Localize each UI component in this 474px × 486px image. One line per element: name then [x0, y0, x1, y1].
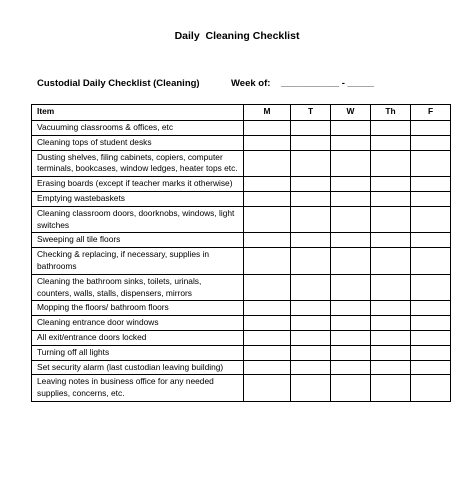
column-header-tuesday: T: [291, 105, 331, 121]
check-cell-thursday[interactable]: [371, 233, 411, 248]
task-label: Erasing boards (except if teacher marks it otherwise): [32, 177, 244, 192]
task-label: Emptying wastebaskets: [32, 191, 244, 206]
check-cell-wednesday[interactable]: [331, 191, 371, 206]
check-cell-thursday[interactable]: [371, 316, 411, 331]
table-row: [32, 135, 451, 150]
table-row: [32, 316, 451, 331]
check-cell-monday[interactable]: [244, 274, 291, 301]
check-cell-wednesday[interactable]: [331, 360, 371, 375]
check-cell-thursday[interactable]: [371, 301, 411, 316]
check-cell-thursday[interactable]: [371, 135, 411, 150]
checklist-heading: Custodial Daily Checklist (Cleaning): [37, 78, 200, 89]
column-header-monday: M: [244, 105, 291, 121]
check-cell-tuesday[interactable]: [291, 121, 331, 136]
check-cell-thursday[interactable]: [371, 191, 411, 206]
header-row: [32, 105, 451, 121]
task-label: All exit/entrance doors locked: [32, 330, 244, 345]
check-cell-friday[interactable]: [411, 206, 451, 233]
table-row: [32, 301, 451, 316]
check-cell-tuesday[interactable]: [291, 301, 331, 316]
check-cell-monday[interactable]: [244, 233, 291, 248]
check-cell-monday[interactable]: [244, 121, 291, 136]
task-label: Cleaning entrance door windows: [32, 316, 244, 331]
task-label: Checking & replacing, if necessary, supplies in bathrooms: [32, 248, 244, 275]
check-cell-monday[interactable]: [244, 316, 291, 331]
week-of-field: Week of: ___________ - _____: [231, 78, 374, 89]
check-cell-friday[interactable]: [411, 248, 451, 275]
task-label: Cleaning the bathroom sinks, toilets, urinals, counters, walls, stalls, dispensers, mirrors: [32, 274, 244, 301]
task-label: Turning off all lights: [32, 345, 244, 360]
task-label: Cleaning classroom doors, doorknobs, windows, light switches: [32, 206, 244, 233]
check-cell-wednesday[interactable]: [331, 274, 371, 301]
task-label: Sweeping all tile floors: [32, 233, 244, 248]
check-cell-tuesday[interactable]: [291, 345, 331, 360]
check-cell-tuesday[interactable]: [291, 233, 331, 248]
check-cell-wednesday[interactable]: [331, 121, 371, 136]
table-row: [32, 330, 451, 345]
check-cell-tuesday[interactable]: [291, 135, 331, 150]
check-cell-wednesday[interactable]: [331, 345, 371, 360]
check-cell-tuesday[interactable]: [291, 177, 331, 192]
check-cell-wednesday[interactable]: [331, 135, 371, 150]
check-cell-wednesday[interactable]: [331, 206, 371, 233]
checklist-body: [32, 121, 451, 402]
check-cell-thursday[interactable]: [371, 206, 411, 233]
table-row: [32, 206, 451, 233]
check-cell-wednesday[interactable]: [331, 316, 371, 331]
check-cell-friday[interactable]: [411, 375, 451, 402]
check-cell-friday[interactable]: [411, 301, 451, 316]
check-cell-monday[interactable]: [244, 330, 291, 345]
check-cell-tuesday[interactable]: [291, 330, 331, 345]
table-row: [32, 150, 451, 177]
task-label: Dusting shelves, filing cabinets, copiers, computer terminals, bookcases, window ledges, heater tops etc.: [32, 150, 244, 177]
table-row: [32, 274, 451, 301]
check-cell-friday[interactable]: [411, 274, 451, 301]
table-row: [32, 191, 451, 206]
task-label: Vacuuming classrooms & offices, etc: [32, 121, 244, 136]
check-cell-thursday[interactable]: [371, 345, 411, 360]
check-cell-monday[interactable]: [244, 248, 291, 275]
check-cell-tuesday[interactable]: [291, 316, 331, 331]
table-row: [32, 233, 451, 248]
check-cell-monday[interactable]: [244, 375, 291, 402]
check-cell-monday[interactable]: [244, 191, 291, 206]
column-header-wednesday: W: [331, 105, 371, 121]
table-row: [32, 121, 451, 136]
check-cell-friday[interactable]: [411, 121, 451, 136]
check-cell-thursday[interactable]: [371, 274, 411, 301]
check-cell-thursday[interactable]: [371, 150, 411, 177]
table-row: [32, 375, 451, 402]
check-cell-monday[interactable]: [244, 301, 291, 316]
check-cell-wednesday[interactable]: [331, 330, 371, 345]
page-title: Daily Cleaning Checklist: [174, 30, 300, 42]
check-cell-wednesday[interactable]: [331, 150, 371, 177]
check-cell-friday[interactable]: [411, 330, 451, 345]
check-cell-friday[interactable]: [411, 316, 451, 331]
check-cell-thursday[interactable]: [371, 330, 411, 345]
check-cell-monday[interactable]: [244, 206, 291, 233]
check-cell-friday[interactable]: [411, 135, 451, 150]
column-header-item: Item: [32, 105, 244, 121]
check-cell-thursday[interactable]: [371, 121, 411, 136]
check-cell-tuesday[interactable]: [291, 274, 331, 301]
check-cell-friday[interactable]: [411, 150, 451, 177]
column-header-friday: F: [411, 105, 451, 121]
task-label: Mopping the floors/ bathroom floors: [32, 301, 244, 316]
check-cell-friday[interactable]: [411, 177, 451, 192]
check-cell-thursday[interactable]: [371, 360, 411, 375]
check-cell-monday[interactable]: [244, 360, 291, 375]
check-cell-wednesday[interactable]: [331, 233, 371, 248]
column-header-thursday: Th: [371, 105, 411, 121]
task-label: Set security alarm (last custodian leaving building): [32, 360, 244, 375]
check-cell-wednesday[interactable]: [331, 177, 371, 192]
check-cell-thursday[interactable]: [371, 177, 411, 192]
table-row: [32, 177, 451, 192]
check-cell-wednesday[interactable]: [331, 248, 371, 275]
check-cell-monday[interactable]: [244, 135, 291, 150]
check-cell-tuesday[interactable]: [291, 375, 331, 402]
task-label: Cleaning tops of student desks: [32, 135, 244, 150]
check-cell-monday[interactable]: [244, 150, 291, 177]
check-cell-friday[interactable]: [411, 233, 451, 248]
check-cell-wednesday[interactable]: [331, 375, 371, 402]
check-cell-thursday[interactable]: [371, 248, 411, 275]
task-label: Leaving notes in business office for any needed supplies, concerns, etc.: [32, 375, 244, 402]
checklist-table: [31, 104, 451, 402]
check-cell-thursday[interactable]: [371, 375, 411, 402]
table-row: [32, 345, 451, 360]
check-cell-tuesday[interactable]: [291, 360, 331, 375]
check-cell-tuesday[interactable]: [291, 150, 331, 177]
check-cell-wednesday[interactable]: [331, 301, 371, 316]
check-cell-tuesday[interactable]: [291, 206, 331, 233]
check-cell-monday[interactable]: [244, 345, 291, 360]
check-cell-tuesday[interactable]: [291, 248, 331, 275]
table-row: [32, 248, 451, 275]
check-cell-friday[interactable]: [411, 191, 451, 206]
check-cell-monday[interactable]: [244, 177, 291, 192]
check-cell-friday[interactable]: [411, 345, 451, 360]
check-cell-friday[interactable]: [411, 360, 451, 375]
check-cell-tuesday[interactable]: [291, 191, 331, 206]
table-row: [32, 360, 451, 375]
